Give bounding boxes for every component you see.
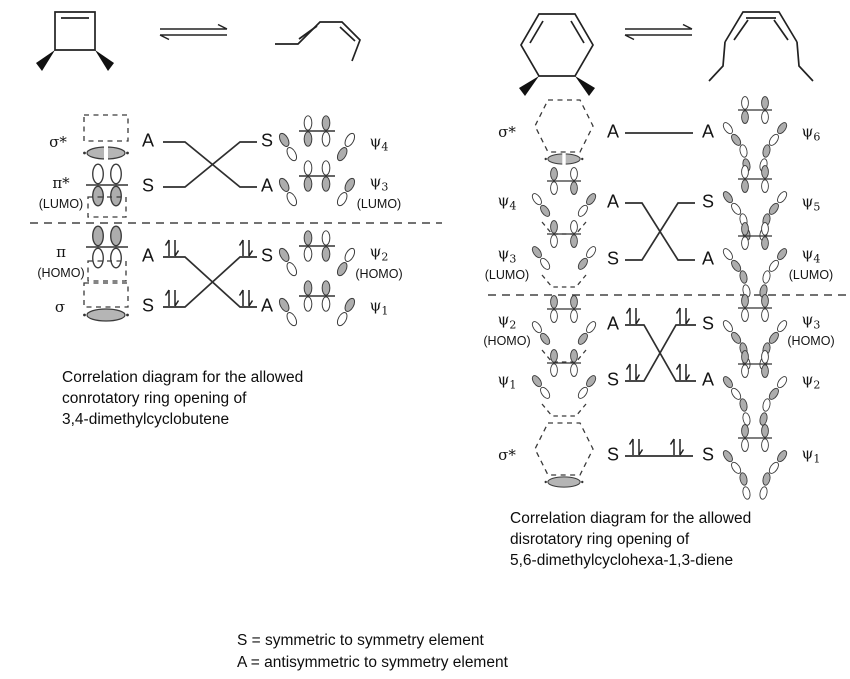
symmetry-legend (237, 630, 508, 673)
symmetry-label: A (141, 130, 155, 151)
symmetry-label: A (260, 175, 274, 196)
psi-note-homo: (HOMO) (355, 267, 403, 281)
symmetry-label: A (606, 191, 620, 212)
legend-antisymmetric-line: A = antisymmetric to symmetry element (237, 653, 508, 671)
orbital-label-psi3: $\psi_3$ (497, 244, 517, 266)
psi1-orbital-icon (723, 423, 787, 501)
cyclobutene-reaction-scheme (35, 2, 415, 94)
pi-star-orbital-icon (74, 159, 138, 221)
symmetry-label: S (141, 295, 155, 316)
psi3-orbital-icon (277, 154, 357, 220)
caption-line: 3,4-dimethylcyclobutene (62, 411, 230, 428)
psi-note-lumo: (LUMO) (356, 197, 402, 211)
symmetry-label: S (701, 191, 715, 212)
psi-label: $\psi_3$ (369, 172, 389, 194)
sigma-ring-orbital-icon (532, 419, 596, 493)
upper-crossing-lines (163, 142, 257, 187)
legend-symmetric-line: S = symmetric to symmetry element (237, 632, 484, 649)
wedge-bond (95, 50, 114, 71)
orbital-note-lumo: (LUMO) (484, 268, 530, 282)
wedge-bond (519, 76, 539, 96)
symmetry-label: A (701, 121, 715, 142)
symmetry-label: A (260, 295, 274, 316)
orbital-label-psi4: $\psi_4$ (497, 191, 517, 213)
symmetry-label: S (606, 444, 620, 465)
psi1-orbital-icon (277, 274, 357, 340)
symmetry-label: S (701, 444, 715, 465)
psi1-ring-orbital-icon (532, 348, 596, 426)
sigma-star-ring-orbital-icon (532, 96, 596, 170)
wedge-bond (575, 76, 595, 96)
equilibrium-arrows-icon (160, 25, 227, 40)
symmetry-label: A (606, 121, 620, 142)
psi6-orbital-icon (723, 95, 787, 173)
caption-line: conrotatory ring opening of (62, 390, 247, 407)
orbital-label-sigma-star: σ* (49, 133, 67, 151)
left-correlation-diagram (30, 95, 450, 345)
symmetry-label: A (606, 313, 620, 334)
psi-label: $\psi_1$ (801, 444, 821, 466)
symmetry-label: S (701, 313, 715, 334)
caption-line: 5,6-dimethylcyclohexa-1,3-diene (510, 552, 734, 569)
psi-label: $\psi_2$ (801, 370, 821, 392)
symmetry-label: S (260, 245, 274, 266)
symmetry-label: S (260, 130, 274, 151)
caption-line: disrotatory ring opening of (510, 531, 690, 548)
upper-crossing-lines (625, 203, 695, 260)
equilibrium-arrows-icon (625, 25, 692, 40)
psi-label: $\psi_2$ (369, 242, 389, 264)
psi2-orbital-icon (723, 349, 787, 427)
symmetry-label: S (141, 175, 155, 196)
hexadiene-structure (275, 22, 360, 61)
orbital-label-sigma: σ* (498, 446, 516, 464)
psi-label: $\psi_1$ (369, 296, 389, 318)
psi-label: $\psi_4$ (801, 244, 821, 266)
psi-label: $\psi_3$ (801, 310, 821, 332)
psi-note-homo: (HOMO) (787, 334, 835, 348)
cyclobutene-structure (36, 12, 114, 71)
psi4-orbital-icon (723, 221, 787, 299)
right-diagram-caption (510, 508, 751, 571)
orbital-label-pi: π (56, 243, 66, 261)
cyclohexadiene-structure (519, 14, 595, 96)
octatriene-structure (709, 12, 813, 81)
orbital-note-homo: (HOMO) (483, 334, 531, 348)
orbital-note-homo: (HOMO) (37, 266, 85, 280)
orbital-label-sigma: σ (54, 298, 66, 316)
symmetry-label: A (701, 248, 715, 269)
left-diagram-caption (62, 367, 303, 430)
orbital-label-sigma-star: σ* (498, 123, 516, 141)
orbital-label-psi1: $\psi_1$ (497, 370, 517, 392)
orbital-label-psi2: $\psi_2$ (497, 310, 517, 332)
symmetry-label: A (701, 369, 715, 390)
psi-label: $\psi_6$ (801, 122, 821, 144)
orbital-label-pi-star: π* (52, 174, 70, 192)
psi3-ring-orbital-icon (532, 219, 596, 297)
symmetry-label: S (606, 369, 620, 390)
psi-note-lumo: (LUMO) (788, 268, 834, 282)
psi-label: $\psi_5$ (801, 192, 821, 214)
caption-line: Correlation diagram for the allowed (62, 369, 304, 386)
wedge-bond (36, 50, 55, 71)
cyclohexadiene-reaction-scheme (485, 0, 850, 102)
symmetry-label: A (141, 245, 155, 266)
symmetry-label: S (606, 248, 620, 269)
caption-line: Correlation diagram for the allowed (510, 510, 752, 527)
electron-pair-arrows (166, 240, 253, 306)
orbital-note-lumo: (LUMO) (38, 197, 84, 211)
psi-label: $\psi_4$ (369, 132, 389, 154)
right-correlation-diagram (480, 95, 850, 520)
sigma-orbital-icon (74, 281, 138, 329)
